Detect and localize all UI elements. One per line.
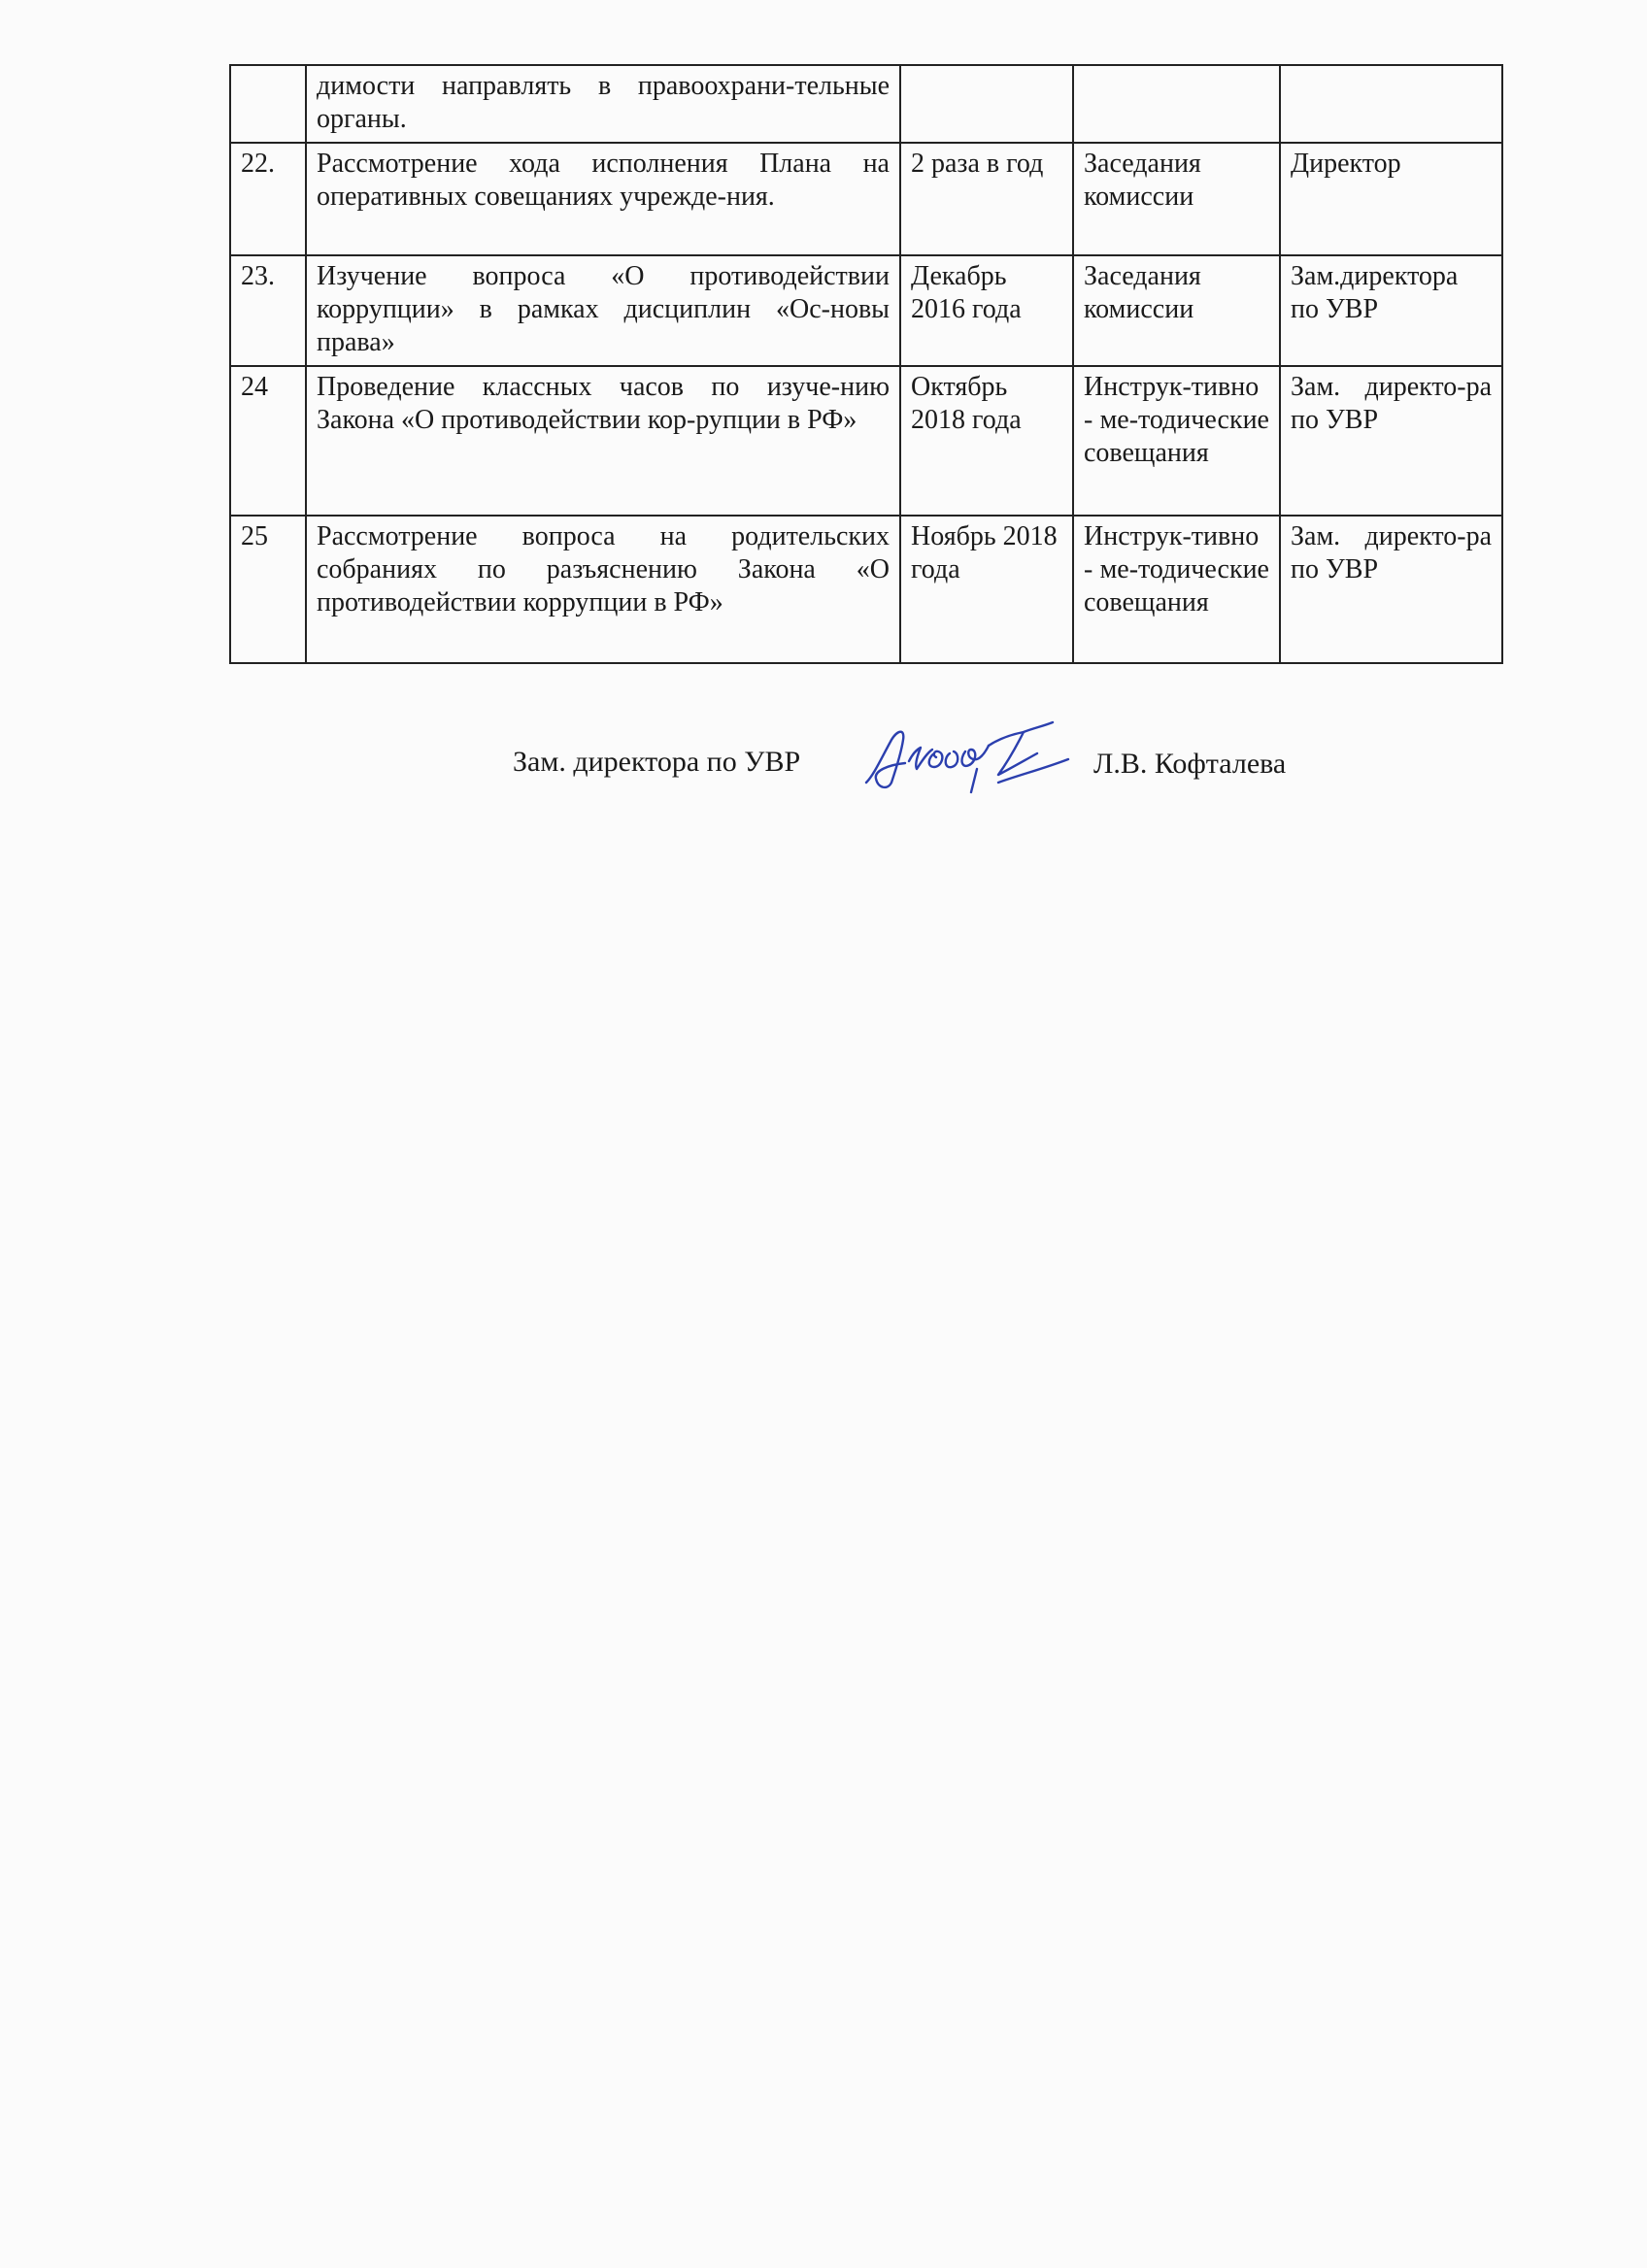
signatory-position: Зам. директора по УВР bbox=[513, 746, 801, 778]
row-responsible: Зам. директо-ра по УВР bbox=[1280, 366, 1502, 516]
row-number: 23. bbox=[230, 255, 306, 366]
row-deadline: Декабрь 2016 года bbox=[900, 255, 1073, 366]
row-form bbox=[1073, 65, 1280, 143]
table-row bbox=[230, 516, 1502, 663]
signatory-name: Л.В. Кофталева bbox=[1093, 748, 1287, 780]
row-responsible: Зам. директо-ра по УВР bbox=[1280, 516, 1502, 663]
row-action: Рассмотрение хода исполнения Плана на оперативных совещаниях учрежде-ния. bbox=[306, 143, 900, 255]
row-action: Изучение вопроса «О противодействии коррупции» в рамках дисциплин «Ос-новы права» bbox=[306, 255, 900, 366]
row-responsible: Зам.директора по УВР bbox=[1280, 255, 1502, 366]
table-row bbox=[230, 143, 1502, 255]
row-deadline: Октябрь 2018 года bbox=[900, 366, 1073, 516]
row-form: Заседания комиссии bbox=[1073, 143, 1280, 255]
row-action: Проведение классных часов по изуче-нию Закона «О противодействии кор-рупции в РФ» bbox=[306, 366, 900, 516]
row-number: 22. bbox=[230, 143, 306, 255]
table-row bbox=[230, 366, 1502, 516]
row-action: Рассмотрение вопроса на родительских собраниях по разъяснению Закона «О противодействии коррупции в РФ» bbox=[306, 516, 900, 663]
anti-corruption-plan-table bbox=[229, 64, 1503, 664]
row-form: Инструк-тивно - ме-тодические совещания bbox=[1073, 516, 1280, 663]
row-deadline: 2 раза в год bbox=[900, 143, 1073, 255]
table-row bbox=[230, 255, 1502, 366]
table-row bbox=[230, 65, 1502, 143]
row-responsible bbox=[1280, 65, 1502, 143]
row-deadline bbox=[900, 65, 1073, 143]
signature-block bbox=[513, 726, 1309, 814]
row-number bbox=[230, 65, 306, 143]
row-form: Инструк-тивно - ме-тодические совещания bbox=[1073, 366, 1280, 516]
row-responsible: Директор bbox=[1280, 143, 1502, 255]
row-action: димости направлять в правоохрани-тельные органы. bbox=[306, 65, 900, 143]
handwritten-signature bbox=[853, 715, 1076, 804]
row-number: 25 bbox=[230, 516, 306, 663]
row-deadline: Ноябрь 2018 года bbox=[900, 516, 1073, 663]
row-form: Заседания комиссии bbox=[1073, 255, 1280, 366]
row-number: 24 bbox=[230, 366, 306, 516]
